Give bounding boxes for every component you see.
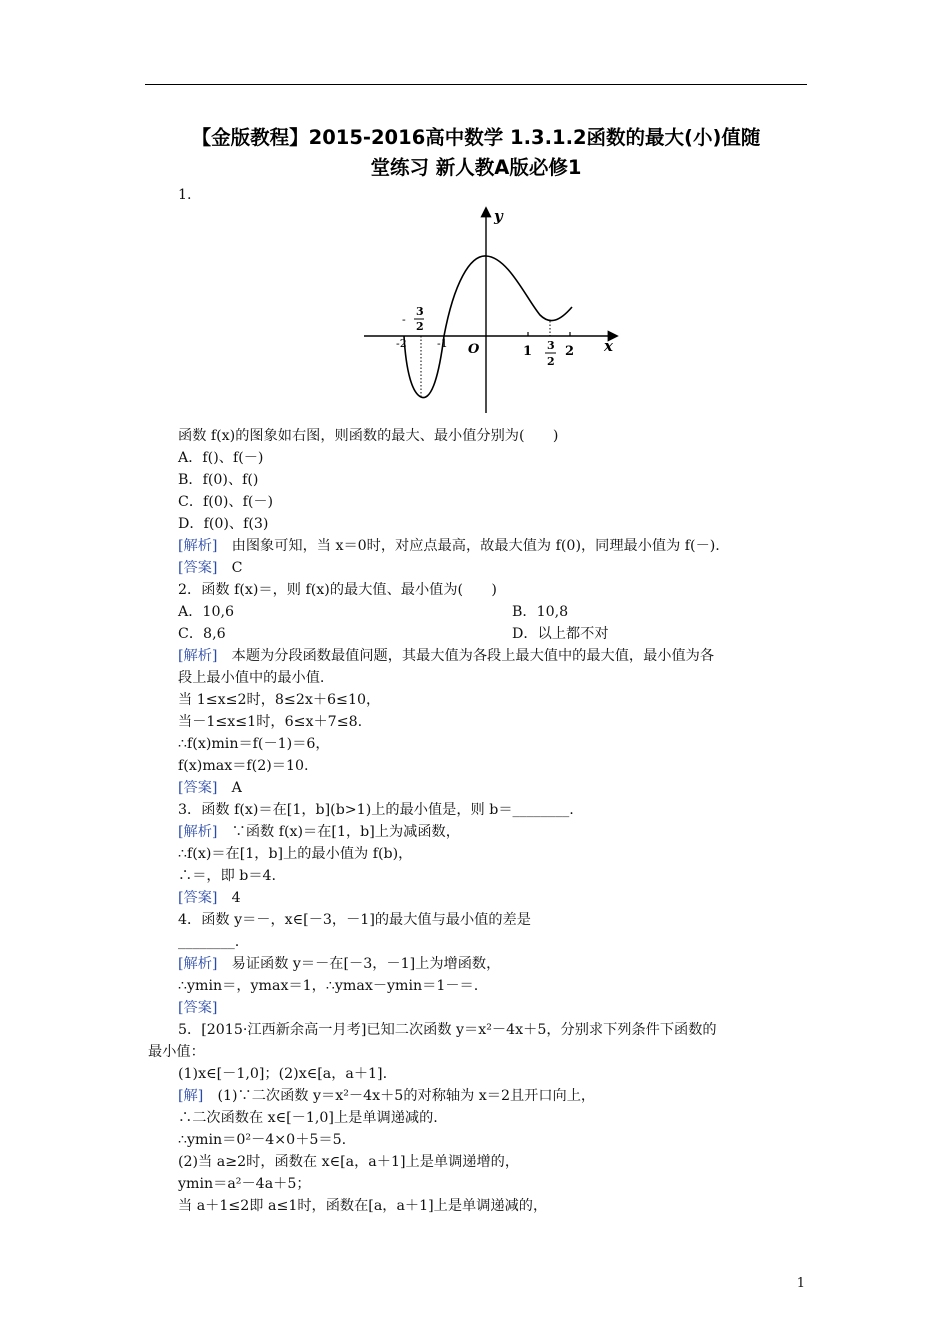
line-text: 本题为分段函数最值问题，其最大值为各段上最大值中的最大值，最小值为各: [217, 648, 715, 664]
line-text: ymin＝a²－4a＋5；: [178, 1176, 311, 1192]
line-text: ∴f(x)min＝f(－1)＝6，: [178, 736, 330, 752]
line-text: C: [217, 560, 243, 576]
text-line: [178, 954, 500, 974]
text-line: [178, 470, 258, 490]
page-number: 1: [796, 1276, 805, 1291]
section-tag: [解析]: [178, 648, 218, 664]
text-line: [178, 998, 217, 1018]
text-line: [178, 932, 239, 952]
text-line: [178, 910, 531, 930]
line-text: 5．[2015·江西新余高一月考]已知二次函数 y＝x²－4x＋5，分别求下列条件下函数的: [178, 1022, 717, 1038]
section-tag: [解析]: [178, 956, 218, 972]
line-text: C．8,6: [178, 626, 226, 642]
text-line: [178, 734, 330, 754]
text-line: [178, 492, 273, 512]
line-text: 段上最小值中的最小值.: [178, 670, 325, 686]
text-line: [178, 1020, 717, 1040]
line-text: 3．函数 f(x)＝在[1，b](b>1)上的最小值是，则 b＝________.: [178, 802, 574, 818]
text-line: [178, 1086, 595, 1106]
text-line: [178, 558, 243, 578]
y-label: y: [494, 207, 503, 225]
text-line: [178, 602, 234, 622]
line-text: ________.: [178, 934, 240, 950]
curve-fx: [404, 256, 575, 398]
page-title-line2: 堂练习 新人教A版必修1: [370, 156, 582, 179]
line-text: 由图象可知，当 x＝0时，对应点最高，故最大值为 f(0)，同理最小值为 f(－).: [217, 538, 720, 554]
text-line: [178, 1064, 387, 1084]
section-tag: [解]: [178, 1088, 204, 1104]
text-line: [178, 1130, 346, 1150]
line-text: (1)x∈[－1,0]；(2)x∈[a，a＋1].: [178, 1066, 388, 1082]
text-line: [178, 448, 263, 468]
frac-pos-num: 3: [547, 339, 555, 352]
line-text: B．10,8: [512, 604, 569, 620]
line-text: A: [217, 780, 242, 796]
text-line: [178, 1152, 519, 1172]
line-text: 当－1≤x≤1时，6≤x＋7≤8.: [178, 714, 363, 730]
frac-pos-den: 2: [547, 355, 555, 368]
text-line: [178, 426, 558, 446]
line-text: ∴二次函数在 x∈[－1,0]上是单调递减的.: [178, 1110, 438, 1126]
text-line: [178, 844, 412, 864]
line-text: f(x)max＝f(2)＝10.: [178, 758, 309, 774]
text-line: [178, 756, 309, 776]
section-tag: [答案]: [178, 890, 218, 906]
tick-1: 1: [523, 344, 533, 359]
function-graph: [358, 203, 628, 418]
text-line: [178, 690, 380, 710]
origin-label: O: [468, 342, 480, 357]
tick-neg2: -2: [396, 337, 407, 350]
text-line: [148, 1042, 205, 1062]
frac-neg-sign: -: [402, 313, 406, 326]
line-text: A．f()、f(－): [178, 450, 264, 466]
line-text: ∵函数 f(x)＝在[1，b]上为减函数，: [217, 824, 460, 840]
section-tag: [解析]: [178, 538, 218, 554]
line-text: D．以上都不对: [512, 626, 609, 642]
text-line: [178, 976, 478, 996]
text-line: [178, 866, 276, 886]
text-line: [178, 822, 460, 842]
text-line: [178, 536, 720, 556]
page-title-line1: 【金版教程】2015-2016高中数学 1.3.1.2函数的最大(小)值随: [191, 126, 761, 149]
header-rule: [145, 84, 807, 85]
line-text: ∴f(x)＝在[1，b]上的最小值为 f(b)，: [178, 846, 413, 862]
line-text: 最小值：: [148, 1044, 205, 1060]
line-text: C．f(0)、f(－): [178, 494, 274, 510]
text-line: [178, 888, 241, 908]
line-text: ∴ymin＝0²－4×0＋5＝5.: [178, 1132, 347, 1148]
text-line: [512, 624, 609, 644]
frac-neg-num: 3: [416, 305, 424, 318]
text-line: [178, 712, 362, 732]
tick-2: 2: [565, 344, 575, 359]
line-text: B．f(0)、f(): [178, 472, 259, 488]
line-text: ∴＝，即 b＝4.: [178, 868, 277, 884]
text-line: [178, 778, 242, 798]
line-text: D．f(0)、f(3): [178, 516, 269, 532]
text-line: [178, 1108, 438, 1128]
section-tag: [答案]: [178, 1000, 218, 1016]
text-line: [178, 514, 268, 534]
text-line: [178, 1196, 547, 1216]
line-text: 当 1≤x≤2时，8≤2x＋6≤10，: [178, 692, 381, 708]
line-text: 易证函数 y＝－在[－3，－1]上为增函数，: [217, 956, 501, 972]
line-text: 4: [217, 890, 241, 906]
text-line: [512, 602, 568, 622]
frac-neg-den: 2: [416, 320, 424, 333]
line-text: 2．函数 f(x)＝，则 f(x)的最大值、最小值为( ): [178, 582, 497, 598]
text-line: [178, 580, 497, 600]
section-tag: [答案]: [178, 780, 218, 796]
text-line: [178, 668, 324, 688]
line-text: (2)当 a≥2时，函数在 x∈[a，a＋1]上是单调递增的，: [178, 1154, 520, 1170]
line-text: 1.: [178, 187, 192, 203]
line-text: ∴ymin＝，ymax＝1，∴ymax－ymin＝1－＝.: [178, 978, 479, 994]
line-text: 当 a＋1≤2即 a≤1时，函数在[a，a＋1]上是单调递减的，: [178, 1198, 548, 1214]
section-tag: [解析]: [178, 824, 218, 840]
line-text: 函数 f(x)的图象如右图，则函数的最大、最小值分别为( ): [178, 428, 559, 444]
text-line: [178, 1174, 311, 1194]
tick-neg1: -1: [437, 337, 448, 350]
text-line: [178, 800, 574, 820]
x-label: x: [604, 337, 613, 355]
text-line: [178, 185, 192, 205]
line-text: 4．函数 y＝－，x∈[－3，－1]的最大值与最小值的差是: [178, 912, 531, 928]
text-line: [178, 624, 226, 644]
text-line: [178, 646, 714, 666]
line-text: (1)∵二次函数 y＝x²－4x＋5的对称轴为 x＝2且开口向上，: [203, 1088, 596, 1104]
section-tag: [答案]: [178, 560, 218, 576]
line-text: A．10,6: [178, 604, 235, 620]
